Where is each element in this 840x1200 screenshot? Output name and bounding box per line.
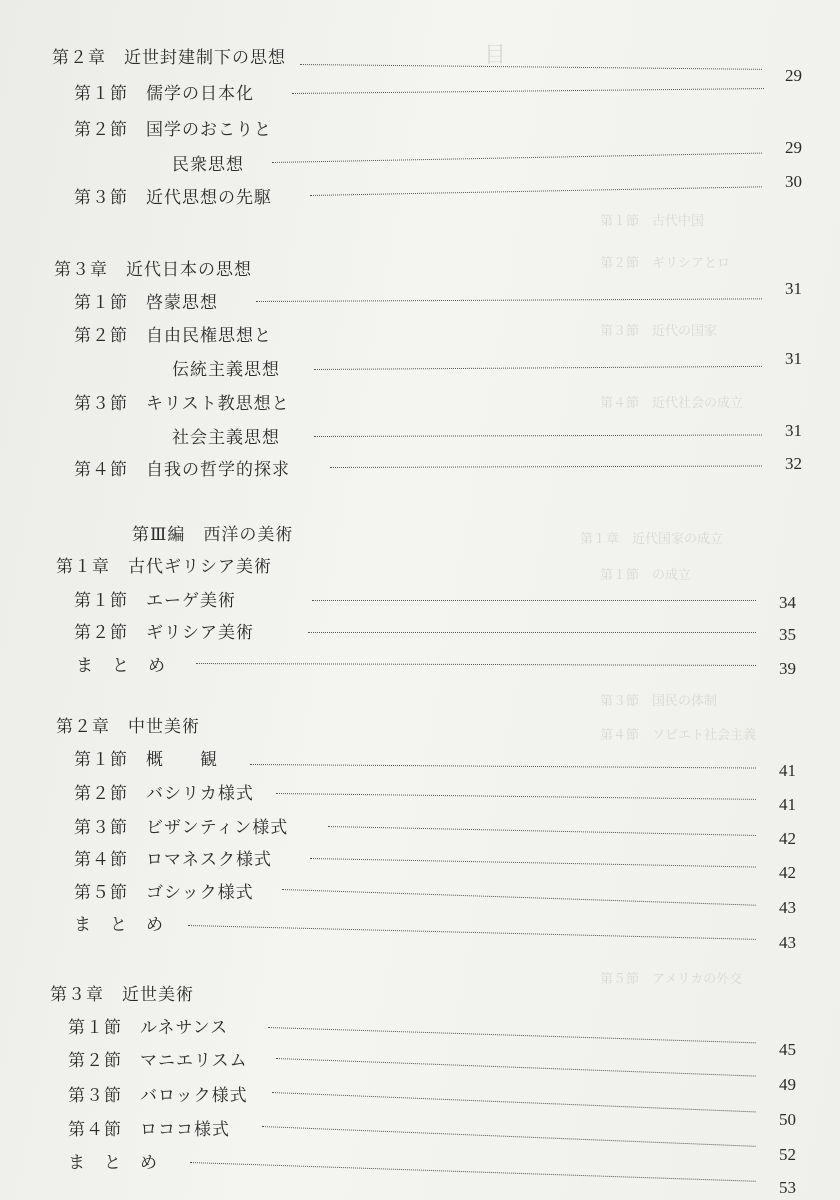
page-number: 39 [779,659,796,678]
book-page: 目 第１節 古代中国 第２節 ギリシアとロ 第３節 近代の国家 第４節 近代社会の成立 第１章 近代国家の成立 第１節 の成立 第３節 国民の体制 第４節 ソビエト社会主義 第５節 アメリカの外交 第２章 近世封建制下の思想 29 第１節 儒学の日本化 第２節 国学のおこりと 民衆思想 29 第３節 近代思想の先駆 30 第３章 近代日本の思想 第１節 啓蒙思想 31 第２節 自由民権思想と 伝統主義思想 31 第３節 キリスト教思想と 社会主義思想 31 第４節 自我の哲学的探求 32 第Ⅲ編 西洋の美術 第１章 古代ギリシア美術 第１節 エーゲ美術 34 第２節 ギリシア美術 35 ま と め 39 第２章 中世美術 第１節 概 観 41 第２節 バシリカ様式 41 第３節 ビザンティン様式 42 第４節 ロマネスク様式 42 第５節 ゴシック様式 43 ま と め 43 第３章 近世美術 第１節 ルネサンス 45 第２節 マニエリスム 49 第３節 バロック様式 50 第４節 ロココ様式 52 ま と め 53 [50,43,802,1197]
page-number: 34 [779,593,796,612]
leader-dots [272,1092,756,1112]
section-entry: 第１節 エーゲ美術 [74,591,236,611]
chapter-heading: 第１章 古代ギリシア美術 [56,557,272,577]
section-entry: 第２節 マニエリスム [68,1051,248,1071]
leader-dots [300,64,762,70]
page-number: 42 [779,863,796,882]
leader-dots [310,186,762,196]
section-entry-continued: 民衆思想 [172,155,244,175]
section-entry: 第２節 バシリカ様式 [74,784,254,804]
page-number: 35 [779,625,796,644]
leader-dots [188,925,756,940]
page-number: 41 [779,795,796,814]
part-heading: 第Ⅲ編 西洋の美術 [132,525,294,545]
leader-dots [328,826,756,836]
page-number: 41 [779,761,796,780]
summary-entry: ま と め [76,656,166,676]
leader-dots [312,600,756,601]
page-number: 30 [785,172,802,191]
section-entry: 第３節 キリスト教思想と [74,394,290,414]
summary-entry: ま と め [74,915,164,935]
section-entry: 第１節 概 観 [74,750,218,770]
section-entry: 第５節 ゴシック様式 [74,883,254,903]
page-number: 50 [779,1110,796,1129]
page-number: 31 [785,421,802,440]
leader-dots [308,632,756,633]
section-entry-continued: 社会主義思想 [172,428,280,448]
leader-dots [256,298,762,302]
page-number: 29 [785,138,802,157]
chapter-heading: 第２章 近世封建制下の思想 [52,48,286,68]
section-entry: 第２節 ギリシア美術 [74,623,254,643]
leader-dots [314,366,762,370]
chapter-heading: 第２章 中世美術 [56,717,200,737]
page-number: 42 [779,829,796,848]
page-number: 31 [785,349,802,368]
leader-dots [314,434,762,437]
section-entry: 第４節 ロココ様式 [68,1120,230,1140]
leader-dots [272,153,762,163]
summary-entry: ま と め [68,1153,158,1173]
page-number: 49 [779,1075,796,1094]
section-entry: 第４節 ロマネスク様式 [74,850,272,870]
page-number: 43 [779,898,796,917]
leader-dots [250,764,756,769]
section-entry: 第３節 バロック様式 [68,1086,248,1106]
section-entry: 第１節 啓蒙思想 [74,293,218,313]
chapter-heading: 第３章 近代日本の思想 [54,260,252,280]
leader-dots [292,88,764,94]
leader-dots [330,465,762,468]
section-entry: 第２節 自由民権思想と [74,326,272,346]
leader-dots [262,1126,756,1147]
page-number: 45 [779,1040,796,1059]
chapter-heading: 第３章 近世美術 [50,985,194,1005]
section-entry: 第４節 自我の哲学的探求 [74,460,290,480]
section-entry-continued: 伝統主義思想 [172,360,280,380]
section-entry: 第２節 国学のおこりと [74,120,272,140]
leader-dots [190,1162,756,1182]
leader-dots [276,1058,756,1077]
section-entry: 第３節 ビザンティン様式 [74,818,289,838]
leader-dots [196,663,756,666]
leader-dots [310,858,756,868]
section-entry: 第１節 ルネサンス [68,1018,229,1038]
page-number: 29 [785,66,802,85]
leader-dots [276,793,756,800]
leader-dots [282,889,756,906]
section-entry: 第３節 近代思想の先駆 [74,188,272,208]
section-entry: 第１節 儒学の日本化 [74,84,254,104]
page-number: 32 [785,454,802,473]
page-number: 43 [779,933,796,952]
page-number: 31 [785,279,802,298]
page-number: 52 [779,1145,796,1164]
page-number: 53 [779,1178,796,1197]
leader-dots [268,1027,756,1043]
